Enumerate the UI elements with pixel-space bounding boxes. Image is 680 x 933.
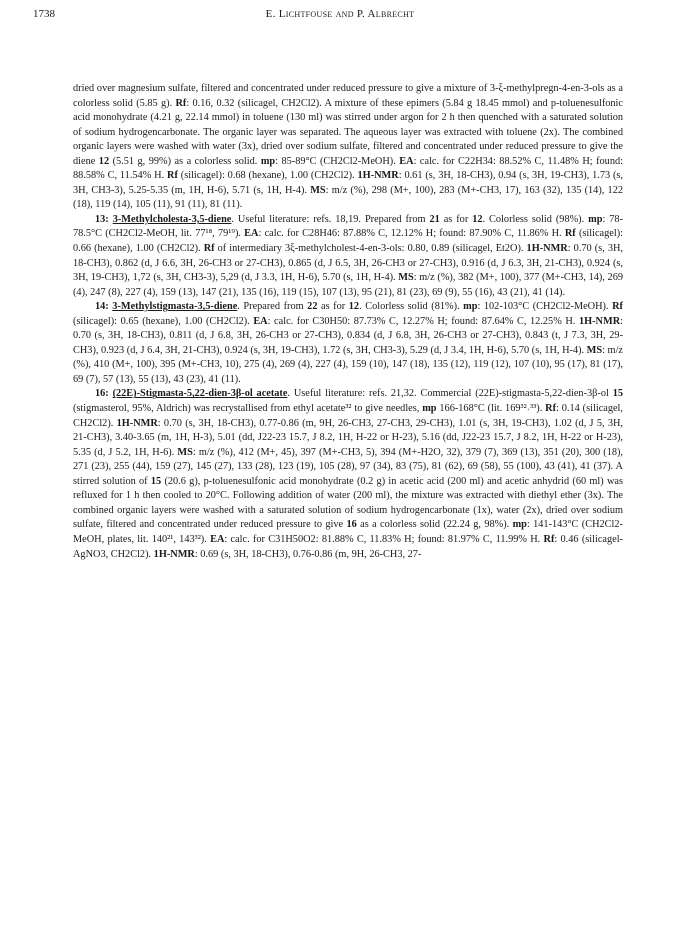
nmr-label: 1H-NMR (357, 170, 399, 182)
rf-label: Rf (543, 533, 555, 545)
paragraph-compound-14: 14: 3-Methylstigmasta-3,5-diene. Prepared from 22 as for 12. Colorless solid (81%). mp: 102-103°C (CH2Cl2-MeOH). Rf (silicagel): 0.65 (hexane), 1.00 (CH2Cl2). EA: calc. for C30H50: 87.73% C, 12.27% H; found: 87.64% C, 12.25% H. 1H-NMR: 0.70 (s, 3H, 18-CH3), 0.811 (d, J 6.8, 3H, 26-CH3 or 27-CH3), 0.834 (d, J 6.8, 3H, 26-CH3 or 27-CH3), 0.843 (t, J 7.3, 3H, 29-CH3), 0.923 (d, J 6.4, 3H, 21-CH3), 0.924 (s, 3H, 19-CH3), 1.72 (s, 3H, CH3-3), 5.29 (d, J 3.4, 1H, H-6), 5.70 (s, 1H, H-4). MS: m/z (%), 410 (M+, 100), 395 (M+-CH3, 10), 275 (4), 269 (4), 227 (4), 159 (10), 147 (18), 135 (12), 119 (12), 107 (10), 95 (17), 81 (17), 69 (7), 57 (13), 55 (13), 43 (23), 41 (11). (73, 301, 624, 385)
compound-number: 12 (98, 155, 110, 167)
ea-label: EA (210, 533, 225, 545)
ms-label: MS (177, 446, 193, 458)
ea-label: EA (399, 155, 414, 167)
page-number: 1738 (33, 8, 55, 20)
mp-label: mp (512, 519, 527, 531)
ms-label: MS (310, 184, 326, 196)
ea-label: EA (253, 315, 268, 327)
nmr-label: 1H-NMR (526, 243, 568, 255)
running-head (33, 8, 647, 26)
ms-label: MS (586, 344, 603, 356)
rf-label: Rf (612, 301, 623, 313)
compound-number: 13: (95, 213, 113, 225)
rf-label: Rf (167, 170, 178, 182)
rf-label: Rf (175, 97, 187, 109)
nmr-label: 1H-NMR (116, 417, 158, 429)
nmr-label: 1H-NMR (578, 315, 621, 327)
mp-label: mp (422, 403, 437, 415)
paragraph-compound-16: 16: (22E)-Stigmasta-5,22-dien-3β-ol acetate. Useful literature: refs. 21,32. Commercial (22E)-stigmasta-5,22-dien-3β-ol 15 (stigmasterol, 95%, Aldrich) was recrystallised from ethyl acetate³² to give needles, mp 166-168°C (lit. 169³²˒³³). Rf: 0.14 (silicagel, CH2Cl2). 1H-NMR: 0.70 (s, 3H, 18-CH3), 0.77-0.86 (m, 9H, 26-CH3, 27-CH3, 29-CH3), 1.01 (s, 3H, 19-CH3), 1.02 (d, J 5, 3H, 21-CH3), 3.40-3.65 (m, 1H, H-3), 5.01 (dd, J22-23 15.7, J 8.2, 1H, H-22 or H-23), 5.16 (dd, J22-23 15.7, J 8.2, 1H, H-22 or H-23), 5.35 (d, J 5.2, 1H, H-6). MS: m/z (%), 412 (M+, 45), 397 (M+-CH3, 5), 394 (M+-H2O, 32), 379 (7), 369 (13), 351 (20), 300 (18), 271 (23), 255 (44), 159 (27), 145 (27), 133 (28), 123 (19), 105 (28), 97 (34), 83 (75), 81 (62), 69 (58), 55 (100), 43 (41), 41 (37). A stirred solution of 15 (20.6 g), p-toluenesulfonic acid monohydrate (0.2 g) in acetic acid (200 ml) and acetic anhydrid (60 ml) was refluxed for 1 h then cooled to 20°C. Following addition of water (200 ml), the mixture was extracted with diethyl ether (3x). The combined organic layers were washed with a saturated solution of sodium hydrogencarbonate (1x), water (2x), dried over sodium sulfate, filtered and concentrated under reduced pressure to give 16 as a colorless solid (22.24 g, 98%). mp: 141-143°C (CH2Cl2-MeOH, plates, lit. 140²¹, 143³²). EA: calc. for C31H50O2: 81.88% C, 11.83% H; found: 81.97% C, 11.99% H. Rf: 0.46 (silicagel-AgNO3, CH2Cl2). 1H-NMR: 0.69 (s, 3H, 18-CH3), 0.76-0.86 (m, 9H, 26-CH3, 27- (73, 388, 623, 560)
rf-label: Rf (564, 228, 576, 240)
rf-label: Rf (203, 243, 215, 255)
running-head-authors: E. Lichtfouse and P. Albrecht (265, 8, 415, 20)
compound-name: (22E)-Stigmasta-5,22-dien-3β-ol acetate (112, 388, 288, 400)
nmr-label: 1H-NMR (153, 548, 195, 560)
compound-name: 3-Methylcholesta-3,5-diene (112, 213, 232, 225)
ms-label: MS (398, 272, 414, 284)
rf-label: Rf (545, 403, 557, 415)
paragraph-12-procedure: dried over magnesium sulfate, filtered and concentrated under reduced pressure to give a mixture of 3-ξ-methylpregn-4-en-3-ols as a colorless solid (5.85 g). Rf: 0.16, 0.32 (silicagel, CH2Cl2). A mixture of these epimers (5.84 g 18.45 mmol) and p-toluenesulfonic acid monohydrate (4.21 g, 22.14 mmol) in toluene (130 ml) was stirred under argon for 2 h then quenched with a saturated solution of sodium hydrogencarbonate. The organic layer was separated. The aqueous layer was extracted with toluene (2x). The combined organic layers were washed with water (3x), dried over sodium sulfate, filtered and concentrated under reduced pressure to give the diene 12 (5.51 g, 99%) as a colorless solid. mp: 85-89°C (CH2Cl2-MeOH). EA: calc. for C22H34: 88.52% C, 11.48% H; found: 88.58% C, 11.54% H. Rf (silicagel): 0.68 (hexane), 1.00 (CH2Cl2). 1H-NMR: 0.61 (s, 3H, 18-CH3), 0.94 (s, 3H, 19-CH3), 1.73 (s, 3H, CH3-3), 5.25-5.35 (m, 1H, H-6), 5.71 (s, 1H, H-4). MS: m/z (%), 298 (M+, 100), 283 (M+-CH3, 17), 163 (32), 135 (14), 122 (18), 119 (14), 105 (11), 91 (11), 81 (11). (73, 83, 624, 211)
body-text (73, 82, 623, 562)
mp-label: mp (463, 301, 478, 313)
ea-label: EA (244, 228, 259, 240)
compound-number: 14: (95, 301, 113, 313)
compound-name: 3-Methylstigmasta-3,5-diene (112, 301, 238, 313)
compound-number: 16: (95, 388, 113, 400)
mp-label: mp (588, 213, 603, 225)
mp-label: mp (260, 155, 276, 167)
paragraph-compound-13: 13: 3-Methylcholesta-3,5-diene. Useful literature: refs. 18,19. Prepared from 21 as for 12. Colorless solid (98%). mp: 78-78.5°C (CH2Cl2-MeOH, lit. 77¹⁸, 79¹⁹). EA: calc. for C28H46: 87.88% C, 12.12% H; found: 87.90% C, 11.86% H. Rf (silicagel): 0.66 (hexane), 1.00 (CH2Cl2). Rf of intermediary 3ξ-methylcholest-4-en-3-ols: 0.80, 0.89 (silicagel, Et2O). 1H-NMR: 0.70 (s, 3H, 18-CH3), 0.862 (d, J 6.6, 3H, 26-CH3 or 27-CH3), 0.865 (d, J 6.5, 3H, 26-CH3 or 27-CH3), 0.916 (d, J 6.3, 3H, 21-CH3), 0.924 (s, 3H, 19-CH3), 1,72 (s, 3H, CH3-3), 5,29 (d, J 3.3, 1H, H-6), 5.70 (s, 1H, H-4). MS: m/z (%), 382 (M+, 100), 377 (M+-CH3, 14), 269 (4), 247 (8), 227 (4), 159 (13), 147 (21), 135 (16), 119 (15), 107 (13), 95 (21), 81 (23), 69 (9), 55 (16), 43 (21), 41 (14). (73, 213, 624, 298)
